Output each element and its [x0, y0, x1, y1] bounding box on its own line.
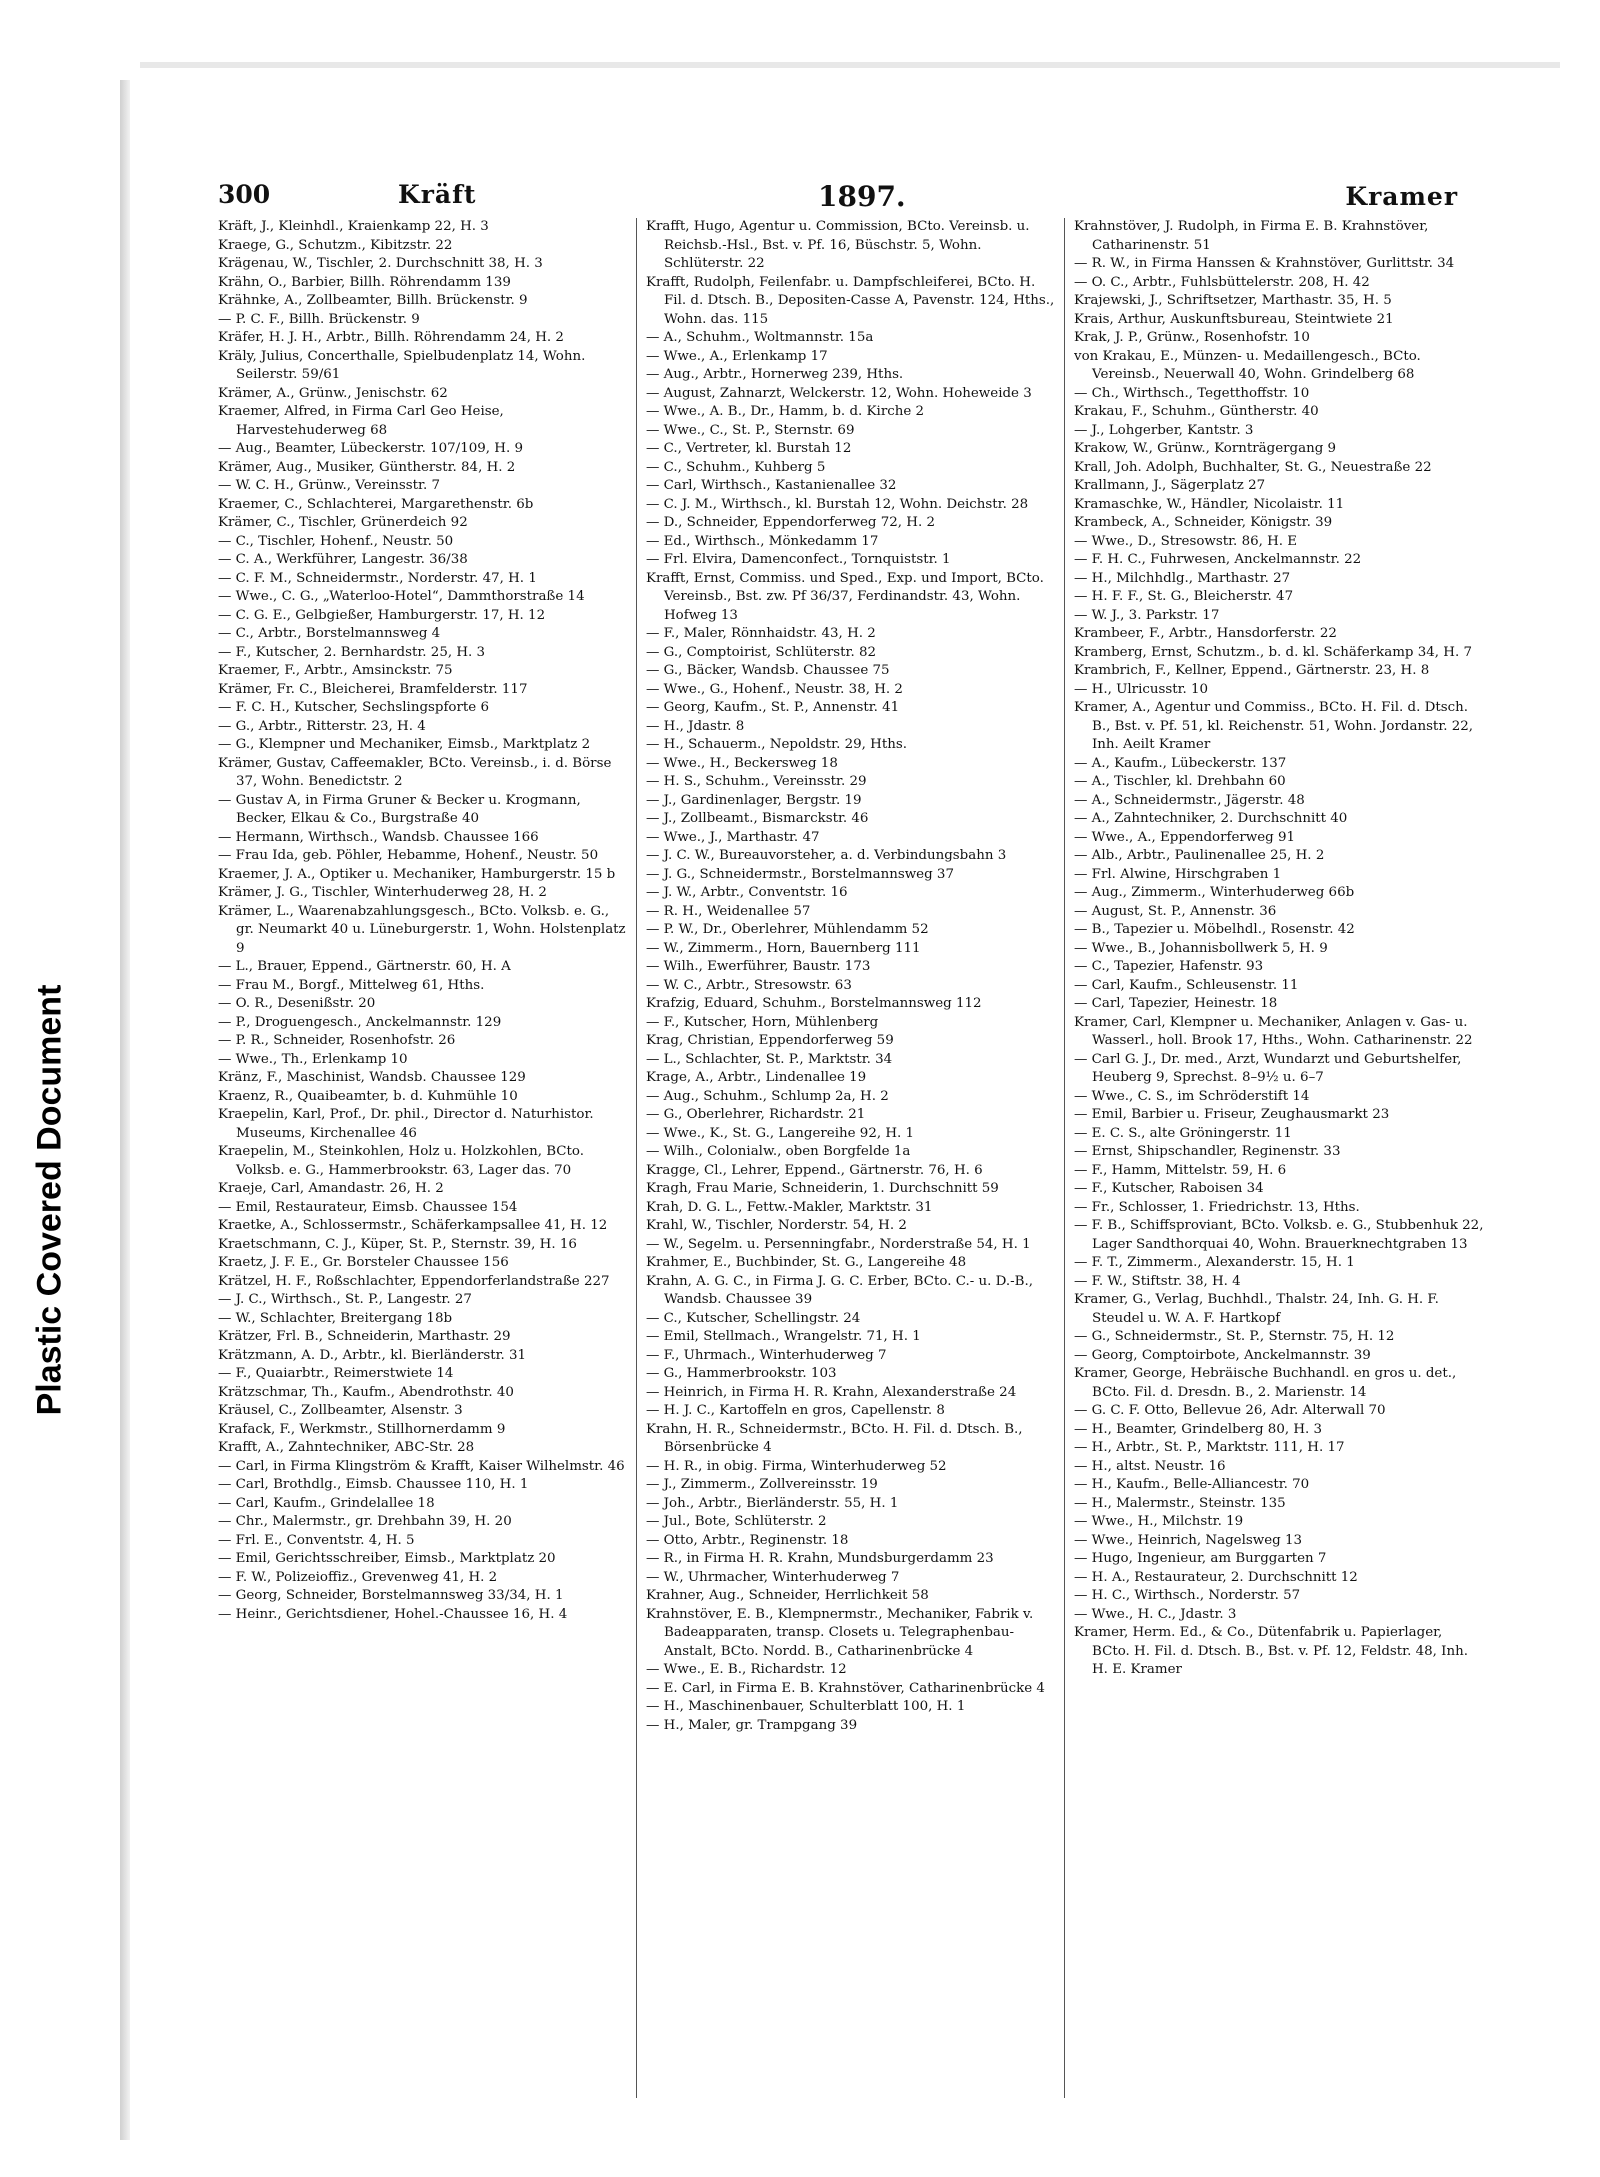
directory-entry: — P. C. F., Billh. Brückenstr. 9 — [218, 311, 420, 327]
directory-entry: Kräfer, H. J. H., Arbtr., Billh. Röhrendamm 24, H. 2 — [218, 330, 564, 345]
directory-entry: Krägenau, W., Tischler, 2. Durchschnitt 38, H. 3 — [218, 256, 543, 271]
directory-entry: Krahn, H. R., Schneidermstr., BCto. H. Fil. d. Dtsch. B., Börsenbrücke 4 — [646, 1421, 1023, 1455]
directory-entry: Krak, J. P., Grünw., Rosenhofstr. 10 — [1074, 330, 1310, 345]
directory-entry: — W., Segelm. u. Persenningfabr., Norderstraße 54, H. 1 — [646, 1236, 1031, 1252]
directory-entry: — Jul., Bote, Schlüterstr. 2 — [646, 1514, 827, 1529]
directory-entry: — Georg, Schneider, Borstelmannsweg 33/34, H. 1 — [218, 1588, 564, 1603]
directory-entry: — Carl, Wirthsch., Kastanienallee 32 — [646, 478, 897, 493]
directory-entry: — Wwe., C. G., „Waterloo-Hotel“, Dammthorstraße 14 — [218, 589, 585, 604]
directory-entry: Krätzmann, A. D., Arbtr., kl. Bierländerstr. 31 — [218, 1347, 527, 1363]
directory-entry: — Frau Ida, geb. Pöhler, Hebamme, Hohenf., Neustr. 50 — [218, 848, 599, 863]
directory-entry: — Frl. Elvira, Damenconfect., Tornquiststr. 1 — [646, 552, 951, 567]
directory-entry: — W., Schlachter, Breitergang 18b — [218, 1310, 453, 1326]
directory-entry: — H., altst. Neustr. 16 — [1074, 1458, 1226, 1474]
directory-entry: — Heinr., Gerichtsdiener, Hohel.-Chaussee 16, H. 4 — [218, 1606, 568, 1622]
directory-entry: — H. A., Restaurateur, 2. Durchschnitt 12 — [1074, 1569, 1358, 1585]
directory-entry: — Wwe., H., Beckersweg 18 — [646, 755, 838, 771]
directory-entry: — Wwe., K., St. G., Langereihe 92, H. 1 — [646, 1125, 915, 1141]
directory-entry: Kraetke, A., Schlossermstr., Schäferkampsallee 41, H. 12 — [218, 1218, 608, 1233]
directory-entry: — Wwe., B., Johannisbollwerk 5, H. 9 — [1074, 940, 1328, 956]
directory-entry: — Emil, Stellmach., Wrangelstr. 71, H. 1 — [646, 1329, 921, 1344]
directory-entry: — Frau M., Borgf., Mittelweg 61, Hths. — [218, 977, 485, 993]
directory-entry: — P., Droguengesch., Anckelmannstr. 129 — [218, 1014, 502, 1030]
directory-entry: — Carl, Tapezier, Heinestr. 18 — [1074, 996, 1278, 1011]
directory-entry: Krambeck, A., Schneider, Königstr. 39 — [1074, 515, 1333, 530]
directory-entry: — Wwe., E. B., Richardstr. 12 — [646, 1662, 847, 1677]
directory-entry: Kraeje, Carl, Amandastr. 26, H. 2 — [218, 1181, 444, 1196]
directory-entry: Kraemer, C., Schlachterei, Margarethenstr. 6b — [218, 496, 534, 512]
page-top-shadow — [140, 62, 1560, 68]
directory-entry: — Hugo, Ingenieur, am Burggarten 7 — [1074, 1551, 1327, 1566]
page-edge-shadow — [120, 80, 130, 2140]
directory-entry: — Emil, Barbier u. Friseur, Zeughausmarkt 23 — [1074, 1107, 1390, 1122]
directory-entry: Kramer, George, Hebräische Buchhandl. en gros u. det., BCto. Fil. d. Dresdn. B., 2. Marienstr. 14 — [1074, 1366, 1457, 1400]
directory-entry: Krätzer, Frl. B., Schneiderin, Marthastr. 29 — [218, 1329, 511, 1344]
directory-entry: — A., Zahntechniker, 2. Durchschnitt 40 — [1074, 811, 1348, 826]
directory-entry: — D., Schneider, Eppendorferweg 72, H. 2 — [646, 515, 936, 530]
directory-entry: — A., Tischler, kl. Drehbahn 60 — [1074, 774, 1286, 789]
directory-entry: — Aug., Arbtr., Hornerweg 239, Hths. — [646, 367, 904, 382]
directory-entry: — F., Kutscher, 2. Bernhardstr. 25, H. 3 — [218, 644, 486, 660]
directory-entry: Kraemer, J. A., Optiker u. Mechaniker, Hamburgerstr. 15 b — [218, 866, 616, 882]
directory-entry: — R. W., in Firma Hanssen & Krahnstöver, Gurlittstr. 34 — [1074, 256, 1455, 271]
directory-entry: — Alb., Arbtr., Paulinenallee 25, H. 2 — [1074, 848, 1325, 863]
directory-entry: Krakau, F., Schuhm., Güntherstr. 40 — [1074, 404, 1319, 419]
side-label — [12, 984, 69, 1416]
directory-entry: — Heinrich, in Firma H. R. Krahn, Alexanderstraße 24 — [646, 1384, 1017, 1400]
directory-entry: — G., Oberlehrer, Richardstr. 21 — [646, 1107, 866, 1122]
directory-entry: — Joh., Arbtr., Bierländerstr. 55, H. 1 — [646, 1495, 899, 1511]
directory-entry: — A., Schuhm., Woltmannstr. 15a — [646, 330, 874, 345]
directory-entry: — Carl, Kaufm., Grindelallee 18 — [218, 1495, 435, 1511]
directory-entry: — Wwe., D., Stresowstr. 86, H. E — [1074, 533, 1298, 549]
directory-entry: — Wwe., H., Milchstr. 19 — [1074, 1514, 1244, 1529]
directory-entry: — P. W., Dr., Oberlehrer, Mühlendamm 52 — [646, 922, 929, 937]
directory-entry: — F., Kutscher, Raboisen 34 — [1074, 1181, 1264, 1196]
column-rule — [636, 218, 637, 2098]
directory-entry: — Georg, Comptoirbote, Anckelmannstr. 39 — [1074, 1347, 1371, 1363]
directory-entry: Kräusel, C., Zollbeamter, Alsenstr. 3 — [218, 1403, 463, 1418]
directory-entry: — O. C., Arbtr., Fuhlsbüttelerstr. 208, H. 42 — [1074, 274, 1370, 290]
directory-entry: Krahl, W., Tischler, Norderstr. 54, H. 2 — [646, 1218, 907, 1233]
directory-entry: Krätzschmar, Th., Kaufm., Abendrothstr. 40 — [218, 1384, 514, 1400]
directory-entry: Kraepelin, Karl, Prof., Dr. phil., Director d. Naturhistor. Museums, Kirchenallee 46 — [218, 1107, 594, 1141]
directory-entry: — Ch., Wirthsch., Tegetthoffstr. 10 — [1074, 385, 1310, 401]
columns — [218, 218, 1488, 2098]
directory-entry: — H., Schauerm., Nepoldstr. 29, Hths. — [646, 737, 907, 752]
directory-entry: — Wilh., Ewerführer, Baustr. 173 — [646, 959, 871, 974]
directory-entry: — G., Schneidermstr., St. P., Sternstr. 75, H. 12 — [1074, 1329, 1395, 1344]
directory-entry: — F. C. H., Kutscher, Sechslingspforte 6 — [218, 700, 489, 715]
directory-entry: — H. C., Wirthsch., Norderstr. 57 — [1074, 1588, 1301, 1603]
left-catchword: Kräft — [398, 180, 477, 209]
directory-entry: Krajewski, J., Schriftsetzer, Marthastr. 35, H. 5 — [1074, 293, 1392, 308]
directory-entry: Krallmann, J., Sägerplatz 27 — [1074, 478, 1266, 493]
directory-entry: — J. G., Schneidermstr., Borstelmannsweg 37 — [646, 866, 954, 882]
directory-entry: Krämer, Aug., Musiker, Güntherstr. 84, H. 2 — [218, 459, 516, 475]
directory-entry: Kraepelin, M., Steinkohlen, Holz u. Holzkohlen, BCto. Volksb. e. G., Hammerbrookstr. 63, Lager das. 70 — [218, 1144, 585, 1178]
directory-entry: — H., Malermstr., Steinstr. 135 — [1074, 1495, 1286, 1511]
directory-entry: — C. J. M., Wirthsch., kl. Burstah 12, Wohn. Deichstr. 28 — [646, 496, 1029, 512]
directory-entry: Kraetschmann, C. J., Küper, St. P., Sternstr. 39, H. 16 — [218, 1236, 577, 1252]
directory-entry: — G., Hammerbrookstr. 103 — [646, 1366, 837, 1381]
directory-entry: — August, St. P., Annenstr. 36 — [1074, 903, 1277, 919]
directory-entry: — R., in Firma H. R. Krahn, Mundsburgerdamm 23 — [646, 1551, 994, 1566]
directory-entry: — O. R., Desenißstr. 20 — [218, 996, 376, 1011]
directory-entry: Krämer, Gustav, Caffeemakler, BCto. Vereinsb., i. d. Börse 37, Wohn. Benedictstr. 2 — [218, 755, 612, 789]
column-1 — [218, 218, 628, 2098]
directory-entry: Krämer, A., Grünw., Jenischstr. 62 — [218, 385, 448, 401]
directory-entry: Krätzel, H. F., Roßschlachter, Eppendorferlandstraße 227 — [218, 1273, 610, 1289]
directory-entry: — H., Milchhdlg., Marthastr. 27 — [1074, 570, 1291, 586]
directory-entry: — Frl. E., Conventstr. 4, H. 5 — [218, 1532, 415, 1548]
directory-entry: Krambrich, F., Kellner, Eppend., Gärtnerstr. 23, H. 8 — [1074, 663, 1430, 678]
directory-entry: — J. C. W., Bureauvorsteher, a. d. Verbindungsbahn 3 — [646, 848, 1007, 863]
directory-entry: — Wwe., C. S., im Schröderstift 14 — [1074, 1088, 1310, 1104]
directory-entry: — H., Maler, gr. Trampgang 39 — [646, 1717, 858, 1733]
directory-entry: — Carl G. J., Dr. med., Arzt, Wundarzt und Geburtshelfer, Heuberg 9, Sprechst. 8–9½ u. 6–7 — [1074, 1051, 1462, 1085]
directory-entry: Krähn, O., Barbier, Billh. Röhrendamm 139 — [218, 274, 511, 290]
directory-entry: Kraemer, F., Arbtr., Amsinckstr. 75 — [218, 663, 453, 678]
year-heading: 1897. — [818, 180, 906, 213]
directory-entry: — J. C., Wirthsch., St. P., Langestr. 27 — [218, 1292, 472, 1307]
directory-entry: — H. R., in obig. Firma, Winterhuderweg 52 — [646, 1458, 947, 1474]
directory-entry: — Emil, Gerichtsschreiber, Eimsb., Marktplatz 20 — [218, 1551, 556, 1566]
directory-entry: — Otto, Arbtr., Reginenstr. 18 — [646, 1532, 849, 1548]
directory-entry: — Carl, Kaufm., Schleusenstr. 11 — [1074, 977, 1299, 993]
directory-entry: Kramer, A., Agentur und Commiss., BCto. H. Fil. d. Dtsch. B., Bst. v. Pf. 51, kl. Reichenstr. 51, Wohn. Jordanstr. 22, Inh. Aeilt Kramer — [1074, 700, 1474, 752]
directory-entry: — August, Zahnarzt, Welckerstr. 12, Wohn. Hoheweide 3 — [646, 385, 1032, 401]
directory-entry: — Ernst, Shipschandler, Reginenstr. 33 — [1074, 1144, 1341, 1159]
directory-entry: Krah, D. G. L., Fettw.-Makler, Marktstr. 31 — [646, 1199, 933, 1215]
directory-entry: Kramer, G., Verlag, Buchhdl., Thalstr. 24, Inh. G. H. F. Steudel u. W. A. F. Hartkopf — [1074, 1292, 1439, 1326]
directory-entry: Kragge, Cl., Lehrer, Eppend., Gärtnerstr. 76, H. 6 — [646, 1162, 983, 1178]
directory-entry: — J. W., Arbtr., Conventstr. 16 — [646, 885, 848, 900]
directory-entry: — Wwe., Heinrich, Nagelsweg 13 — [1074, 1532, 1303, 1548]
directory-entry: — Wwe., A. B., Dr., Hamm, b. d. Kirche 2 — [646, 404, 925, 419]
directory-entry: Kräft, J., Kleinhdl., Kraienkamp 22, H. 3 — [218, 219, 489, 234]
directory-entry: — F., Uhrmach., Winterhuderweg 7 — [646, 1347, 887, 1363]
directory-entry: Krage, A., Arbtr., Lindenallee 19 — [646, 1070, 867, 1085]
directory-entry: — Fr., Schlosser, 1. Friedrichstr. 13, Hths. — [1074, 1199, 1360, 1215]
directory-entry: Kragh, Frau Marie, Schneiderin, 1. Durchschnitt 59 — [646, 1181, 999, 1196]
directory-entry: — Carl, in Firma Klingström & Krafft, Kaiser Wilhelmstr. 46 — [218, 1458, 625, 1474]
directory-entry: Krafft, A., Zahntechniker, ABC-Str. 28 — [218, 1440, 475, 1455]
directory-entry: — F. T., Zimmerm., Alexanderstr. 15, H. 1 — [1074, 1255, 1355, 1270]
directory-entry: Krahnstöver, J. Rudolph, in Firma E. B. Krahnstöver, Catharinenstr. 51 — [1074, 219, 1429, 253]
directory-entry: — F., Quaiarbtr., Reimerstwiete 14 — [218, 1366, 454, 1381]
directory-entry: Krafack, F., Werkmstr., Stillhornerdamm 9 — [218, 1421, 506, 1437]
page-number: 300 — [218, 180, 271, 209]
column-2 — [646, 218, 1056, 2098]
directory-entry: — C., Tischler, Hohenf., Neustr. 50 — [218, 533, 454, 549]
directory-entry: — W. J., 3. Parkstr. 17 — [1074, 607, 1220, 623]
directory-entry: — Ed., Wirthsch., Mönkedamm 17 — [646, 533, 879, 549]
directory-entry: — Wilh., Colonialw., oben Borgfelde 1a — [646, 1144, 911, 1159]
directory-entry: Krämer, Fr. C., Bleicherei, Bramfelderstr. 117 — [218, 681, 528, 697]
directory-entry: Kramaschke, W., Händler, Nicolaistr. 11 — [1074, 496, 1345, 512]
directory-entry: — F., Kutscher, Horn, Mühlenberg — [646, 1014, 879, 1030]
page-header — [218, 180, 1488, 220]
directory-entry: — Wwe., A., Eppendorferweg 91 — [1074, 829, 1296, 845]
directory-entry: — H., Ulricusstr. 10 — [1074, 681, 1209, 697]
directory-entry: — J., Gardinenlager, Bergstr. 19 — [646, 792, 862, 808]
directory-entry: Krafft, Hugo, Agentur u. Commission, BCto. Vereinsb. u. Reichsb.-Hsl., Bst. v. Pf. 16, Büschstr. 5, Wohn. Schlüterstr. 22 — [646, 219, 1030, 271]
directory-entry: — Emil, Restaurateur, Eimsb. Chaussee 154 — [218, 1199, 518, 1215]
directory-entry: — C., Vertreter, kl. Burstah 12 — [646, 441, 852, 456]
directory-entry: Krag, Christian, Eppendorferweg 59 — [646, 1033, 894, 1048]
directory-entry: Krähnke, A., Zollbeamter, Billh. Brückenstr. 9 — [218, 293, 528, 308]
directory-entry: — W. C., Arbtr., Stresowstr. 63 — [646, 977, 852, 993]
directory-entry: — J., Lohgerber, Kantstr. 3 — [1074, 422, 1254, 438]
directory-entry: Krämer, L., Waarenabzahlungsgesch., BCto. Volksb. e. G., gr. Neumarkt 40 u. Lüneburgerstr. 1, Wohn. Holstenplatz 9 — [218, 903, 626, 956]
directory-entry: Kräly, Julius, Concerthalle, Spielbudenplatz 14, Wohn. Seilerstr. 59/61 — [218, 348, 586, 382]
directory-entry: — A., Schneidermstr., Jägerstr. 48 — [1074, 792, 1305, 808]
directory-entry: Krafzig, Eduard, Schuhm., Borstelmannsweg 112 — [646, 996, 982, 1011]
directory-entry: — B., Tapezier u. Möbelhdl., Rosenstr. 42 — [1074, 922, 1355, 937]
directory-entry: — C. F. M., Schneidermstr., Norderstr. 47, H. 1 — [218, 570, 537, 586]
directory-entry: — C. G. E., Gelbgießer, Hamburgerstr. 17, H. 12 — [218, 607, 546, 623]
directory-entry: — Hermann, Wirthsch., Wandsb. Chaussee 166 — [218, 829, 539, 845]
directory-entry: — J., Zimmerm., Zollvereinsstr. 19 — [646, 1477, 878, 1492]
directory-entry: Krämer, J. G., Tischler, Winterhuderweg 28, H. 2 — [218, 885, 547, 900]
directory-entry: — Frl. Alwine, Hirschgraben 1 — [1074, 866, 1282, 882]
directory-entry: Kraemer, Alfred, in Firma Carl Geo Heise, Harvestehuderweg 68 — [218, 404, 504, 438]
directory-entry: — Aug., Zimmerm., Winterhuderweg 66b — [1074, 885, 1355, 900]
directory-entry: Kraetz, J. F. E., Gr. Borsteler Chaussee 156 — [218, 1255, 509, 1270]
directory-entry: — H., Maschinenbauer, Schulterblatt 100, H. 1 — [646, 1699, 966, 1714]
directory-entry: — Wwe., C., St. P., Sternstr. 69 — [646, 422, 855, 438]
directory-entry: — Aug., Beamter, Lübeckerstr. 107/109, H. 9 — [218, 441, 523, 456]
directory-entry: Krambeer, F., Arbtr., Hansdorferstr. 22 — [1074, 626, 1337, 641]
directory-entry: — W. C. H., Grünw., Vereinsstr. 7 — [218, 478, 440, 493]
directory-entry: — F. W., Stiftstr. 38, H. 4 — [1074, 1273, 1241, 1289]
directory-entry: — H. F. F., St. G., Bleicherstr. 47 — [1074, 589, 1294, 604]
directory-entry: Krafft, Rudolph, Feilenfabr. u. Dampfschleiferei, BCto. H. Fil. d. Dtsch. B., Depositen-Casse A, Pavenstr. 124, Hths., Wohn. das. 115 — [646, 274, 1055, 327]
column-3 — [1074, 218, 1484, 2098]
directory-entry: — G., Arbtr., Ritterstr. 23, H. 4 — [218, 718, 426, 734]
directory-entry: — F., Hamm, Mittelstr. 59, H. 6 — [1074, 1162, 1287, 1178]
directory-entry: — Georg, Kaufm., St. P., Annenstr. 41 — [646, 700, 900, 715]
directory-entry: — Wwe., J., Marthastr. 47 — [646, 829, 820, 845]
directory-entry: — A., Kaufm., Lübeckerstr. 137 — [1074, 755, 1287, 771]
directory-entry: — L., Schlachter, St. P., Marktstr. 34 — [646, 1051, 893, 1067]
directory-entry: — Wwe., G., Hohenf., Neustr. 38, H. 2 — [646, 681, 903, 697]
directory-entry: — H., Kaufm., Belle-Alliancestr. 70 — [1074, 1477, 1310, 1492]
directory-entry: — C., Schuhm., Kuhberg 5 — [646, 459, 826, 475]
directory-entry: — R. H., Weidenallee 57 — [646, 903, 811, 919]
right-catchword: Kramer — [1345, 182, 1458, 211]
side-label-text: Plastic Covered Document — [30, 984, 69, 1416]
directory-entry: — G. C. F. Otto, Bellevue 26, Adr. Alterwall 70 — [1074, 1403, 1386, 1418]
directory-entry: Krahmer, E., Buchbinder, St. G., Langereihe 48 — [646, 1255, 967, 1270]
directory-entry: — Gustav A, in Firma Gruner & Becker u. Krogmann, Becker, Elkau & Co., Burgstraße 40 — [218, 792, 581, 826]
directory-entry: Krahn, A. G. C., in Firma J. G. C. Erber, BCto. C.- u. D.-B., Wandsb. Chaussee 39 — [646, 1273, 1034, 1307]
directory-entry: — H. S., Schuhm., Vereinsstr. 29 — [646, 774, 867, 789]
directory-entry: — E. Carl, in Firma E. B. Krahnstöver, Catharinenbrücke 4 — [646, 1680, 1045, 1696]
directory-entry: Kraenz, R., Quaibeamter, b. d. Kuhmühle 10 — [218, 1088, 518, 1104]
directory-entry: — C., Kutscher, Schellingstr. 24 — [646, 1310, 861, 1326]
directory-entry: Kränz, F., Maschinist, Wandsb. Chaussee 129 — [218, 1070, 526, 1085]
directory-entry: — Aug., Schuhm., Schlump 2a, H. 2 — [646, 1088, 889, 1104]
directory-entry: Kramer, Herm. Ed., & Co., Dütenfabrik u. Papierlager, BCto. H. Fil. d. Dtsch. B., Bst. v. Pf. 12, Feldstr. 48, Inh. H. E. Kramer — [1074, 1625, 1468, 1677]
directory-entry: — F., Maler, Rönnhaidstr. 43, H. 2 — [646, 626, 876, 641]
column-rule — [1064, 218, 1065, 2098]
directory-entry: — C., Tapezier, Hafenstr. 93 — [1074, 959, 1264, 974]
directory-entry: — Wwe., H. C., Jdastr. 3 — [1074, 1606, 1237, 1622]
directory-entry: — H., Beamter, Grindelberg 80, H. 3 — [1074, 1421, 1323, 1437]
directory-entry: Krall, Joh. Adolph, Buchhalter, St. G., Neuestraße 22 — [1074, 459, 1432, 475]
directory-entry: — J., Zollbeamt., Bismarckstr. 46 — [646, 811, 869, 826]
directory-entry: Kramer, Carl, Klempner u. Mechaniker, Anlagen v. Gas- u. Wasserl., holl. Brook 17, Hths., Wohn. Catharinenstr. 22 — [1074, 1014, 1473, 1048]
directory-page — [218, 180, 1488, 2110]
directory-entry: — G., Klempner und Mechaniker, Eimsb., Marktplatz 2 — [218, 737, 591, 752]
directory-entry: — G., Comptoirist, Schlüterstr. 82 — [646, 644, 877, 660]
directory-entry: — Chr., Malermstr., gr. Drehbahn 39, H. 20 — [218, 1514, 512, 1529]
directory-entry: — G., Bäcker, Wandsb. Chaussee 75 — [646, 663, 890, 678]
directory-entry: — C., Arbtr., Borstelmannsweg 4 — [218, 626, 441, 641]
directory-entry: Krämer, C., Tischler, Grünerdeich 92 — [218, 515, 468, 530]
directory-entry: — Wwe., A., Erlenkamp 17 — [646, 348, 828, 364]
directory-entry: — H. J. C., Kartoffeln en gros, Capellenstr. 8 — [646, 1403, 945, 1418]
directory-entry: Krafft, Ernst, Commiss. und Sped., Exp. und Import, BCto. Vereinsb., Bst. zw. Pf 36/37, Ferdinandstr. 43, Wohn. Hofweg 13 — [646, 570, 1044, 623]
directory-entry: — Carl, Brothdlg., Eimsb. Chaussee 110, H. 1 — [218, 1477, 529, 1492]
directory-entry: — W., Zimmerm., Horn, Bauernberg 111 — [646, 940, 921, 956]
directory-entry: von Krakau, E., Münzen- u. Medaillengesch., BCto. Vereinsb., Neuerwall 40, Wohn. Grindelberg 68 — [1074, 348, 1421, 382]
directory-entry: — C. A., Werkführer, Langestr. 36/38 — [218, 552, 468, 567]
directory-entry: — H., Jdastr. 8 — [646, 718, 745, 734]
directory-entry: Krahnstöver, E. B., Klempnermstr., Mechaniker, Fabrik v. Badeapparaten, transp. Closets u. Telegraphenbau-Anstalt, BCto. Nordd. B., Catharinenbrücke 4 — [646, 1606, 1034, 1659]
directory-entry: — P. R., Schneider, Rosenhofstr. 26 — [218, 1033, 456, 1048]
directory-entry: Krakow, W., Grünw., Kornträgergang 9 — [1074, 441, 1337, 456]
directory-entry: — F. W., Polizeioffiz., Grevenweg 41, H. 2 — [218, 1569, 498, 1585]
directory-entry: Kraege, G., Schutzm., Kibitzstr. 22 — [218, 237, 453, 253]
directory-entry: — W., Uhrmacher, Winterhuderweg 7 — [646, 1569, 900, 1585]
directory-entry: Kramberg, Ernst, Schutzm., b. d. kl. Schäferkamp 34, H. 7 — [1074, 644, 1472, 660]
directory-entry: — L., Brauer, Eppend., Gärtnerstr. 60, H. A — [218, 959, 511, 974]
directory-entry: — F. H. C., Fuhrwesen, Anckelmannstr. 22 — [1074, 552, 1362, 567]
directory-entry: Krahner, Aug., Schneider, Herrlichkeit 58 — [646, 1588, 929, 1603]
directory-entry: Krais, Arthur, Auskunftsbureau, Steintwiete 21 — [1074, 311, 1394, 327]
directory-entry: — E. C. S., alte Gröningerstr. 11 — [1074, 1125, 1292, 1141]
directory-entry: — H., Arbtr., St. P., Marktstr. 111, H. 17 — [1074, 1440, 1345, 1455]
directory-entry: — Wwe., Th., Erlenkamp 10 — [218, 1051, 408, 1067]
directory-entry: — F. B., Schiffsproviant, BCto. Volksb. e. G., Stubbenhuk 22, Lager Sandthorquai 40, Wohn. Brauerknechtgraben 13 — [1074, 1218, 1484, 1252]
